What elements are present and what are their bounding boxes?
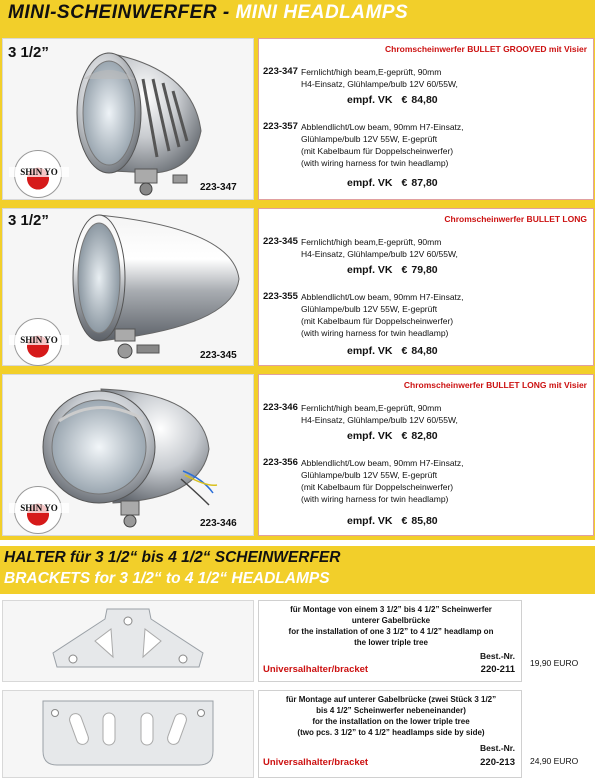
item-line: Abblendlicht/Low beam, 90mm H7-Einsatz, <box>301 292 464 302</box>
bracket-line: bis 4 1/2” Scheinwerfer nebeneinander) <box>316 706 466 715</box>
bracket-image-panel <box>2 600 254 682</box>
item-line: (with wiring harness for twin headlamp) <box>301 328 449 338</box>
image-code: 223-345 <box>200 350 237 361</box>
bracket-number: 220-211 <box>480 664 515 675</box>
bracket-line: for the installation of one 3 1/2” to 4 1/2” headlamp on <box>288 627 494 636</box>
brackets-header <box>0 546 595 594</box>
image-code: 223-347 <box>200 182 237 193</box>
title-english: MINI HEADLAMPS <box>235 2 409 23</box>
item-line: (mit Kabelbaum für Doppelscheinwerfer) <box>301 146 454 156</box>
title-separator: - <box>217 2 236 23</box>
bracket-line: the lower triple tree <box>354 638 428 647</box>
product-subtitle: Chromscheinwerfer BULLET LONG mit Visier <box>403 380 587 390</box>
item-code: 223-346 <box>263 402 298 413</box>
shinyo-logo <box>14 150 62 198</box>
title-german: MINI-SCHEINWERFER <box>8 2 218 23</box>
item-line: (mit Kabelbaum für Doppelscheinwerfer) <box>301 482 454 492</box>
item-line: H4-Einsatz, Glühlampe/bulb 12V 60/55W, <box>301 415 458 425</box>
bracket-twin-image <box>3 691 253 777</box>
bracket-line: for the installation on the lower triple tree <box>312 717 470 726</box>
product-subtitle: Chromscheinwerfer BULLET LONG <box>444 214 587 224</box>
item-price: empf. VK € 85,80 <box>347 515 438 527</box>
bracket-line: unterer Gabelbrücke <box>351 616 431 625</box>
item-line: H4-Einsatz, Glühlampe/bulb 12V 60/55W, <box>301 79 458 89</box>
item-line: Fernlicht/high beam,E-geprüft, 90mm <box>301 67 442 77</box>
image-code: 223-346 <box>200 518 237 529</box>
product-subtitle: Chromscheinwerfer BULLET GROOVED mit Visier <box>385 44 587 54</box>
bracket-description-panel <box>258 600 522 682</box>
bracket-single-image <box>3 601 253 681</box>
item-line: (mit Kabelbaum für Doppelscheinwerfer) <box>301 316 454 326</box>
item-line: Abblendlicht/Low beam, 90mm H7-Einsatz, <box>301 122 464 132</box>
bracket-number: 220-213 <box>480 757 515 768</box>
item-line: (with wiring harness for twin headlamp) <box>301 158 449 168</box>
product-description-panel <box>258 208 594 366</box>
page-title <box>8 2 408 24</box>
shinyo-logo <box>14 318 62 366</box>
bracket-name: Universalhalter/bracket <box>263 664 369 675</box>
item-price: empf. VK € 87,80 <box>347 177 438 189</box>
item-line: Abblendlicht/Low beam, 90mm H7-Einsatz, <box>301 458 464 468</box>
logo-text: SHIN YO <box>9 503 69 513</box>
item-code: 223-357 <box>263 121 298 132</box>
bracket-name: Universalhalter/bracket <box>263 757 369 768</box>
item-code: 223-347 <box>263 66 298 77</box>
item-price: empf. VK € 84,80 <box>347 345 438 357</box>
bracket-line: (two pcs. 3 1/2” to 4 1/2” headlamps side by side) <box>297 728 485 737</box>
brackets-title-english: BRACKETS for 3 1/2“ to 4 1/2“ HEADLAMPS <box>4 570 330 587</box>
logo-text: SHIN YO <box>9 167 69 177</box>
product-description-panel <box>258 374 594 536</box>
bracket-price: 24,90 EURO <box>530 756 579 766</box>
item-code: 223-356 <box>263 457 298 468</box>
item-code: 223-355 <box>263 291 298 302</box>
brackets-title-german: HALTER für 3 1/2“ bis 4 1/2“ SCHEINWERFER <box>4 549 341 566</box>
item-line: Glühlampe/bulb 12V 55W, E-geprüft <box>301 304 438 314</box>
logo-text: SHIN YO <box>9 335 69 345</box>
item-code: 223-345 <box>263 236 298 247</box>
bracket-line: für Montage von einem 3 1/2” bis 4 1/2” Scheinwerfer <box>290 605 492 614</box>
item-line: Glühlampe/bulb 12V 55W, E-geprüft <box>301 470 438 480</box>
item-line: (with wiring harness for twin headlamp) <box>301 494 449 504</box>
item-price: empf. VK € 82,80 <box>347 430 438 442</box>
bracket-price: 19,90 EURO <box>530 658 579 668</box>
order-number-label: Best.-Nr. <box>480 743 515 753</box>
bracket-line: für Montage auf unterer Gabelbrücke (zwei Stück 3 1/2” <box>285 695 497 704</box>
bracket-image-panel <box>2 690 254 778</box>
item-line: Fernlicht/high beam,E-geprüft, 90mm <box>301 237 442 247</box>
product-size-label: 3 1/2” <box>8 44 49 61</box>
item-price: empf. VK € 79,80 <box>347 264 438 276</box>
item-line: H4-Einsatz, Glühlampe/bulb 12V 60/55W, <box>301 249 458 259</box>
shinyo-logo <box>14 486 62 534</box>
header-banner <box>0 0 595 28</box>
item-price: empf. VK € 84,80 <box>347 94 438 106</box>
item-line: Fernlicht/high beam,E-geprüft, 90mm <box>301 403 442 413</box>
product-description-panel <box>258 38 594 200</box>
item-line: Glühlampe/bulb 12V 55W, E-geprüft <box>301 134 438 144</box>
product-size-label: 3 1/2” <box>8 212 49 229</box>
bracket-description-panel <box>258 690 522 778</box>
order-number-label: Best.-Nr. <box>480 651 515 661</box>
